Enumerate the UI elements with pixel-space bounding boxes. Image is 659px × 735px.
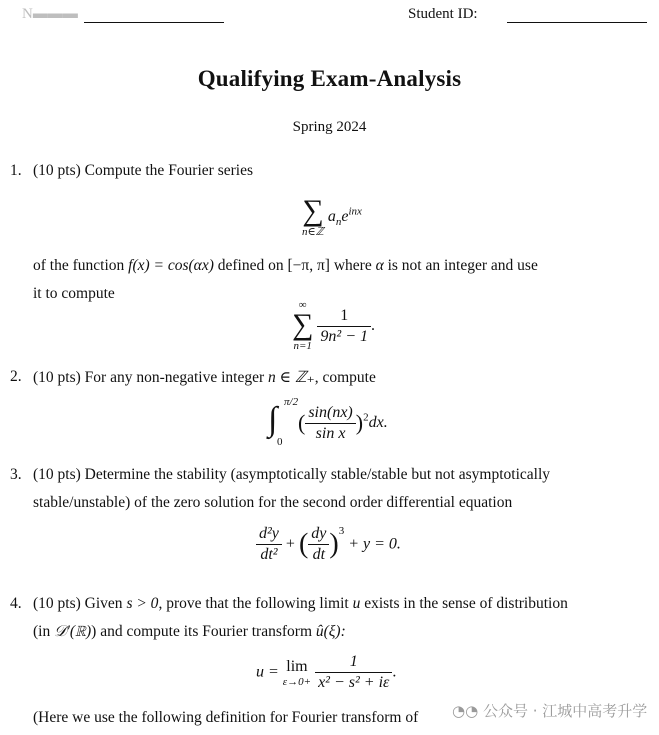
page-subtitle: Spring 2024 (292, 119, 367, 135)
problem-3-ode: $\frac{\text{d²y}}{\text{dt²}}$ + ( $\frac{dy}{dt}$ )$^3$ + y = 0. (256, 524, 401, 565)
problem-3-line-1: (10 pts) Determine the stability (asymptotically stable/stable but not asymptotically (33, 466, 550, 483)
problem-1-line-3: it to compute (33, 285, 115, 302)
problem-2-number: 2. (10, 368, 22, 385)
problem-4-line-2: (in 𝒟′(ℝ)) and compute its Fourier transform û(ξ): (33, 623, 346, 640)
page-title: Qualifying Exam-Analysis (197, 66, 462, 91)
student-id-label: Student ID: (408, 6, 478, 22)
problem-4-line-3: (Here we use the following definition for Fourier transform of (33, 709, 419, 726)
problem-2-line-1: (10 pts) For any non-negative integer n ∈ ℤ₊, compute (33, 369, 376, 386)
problem-1-line-2: of the function f(x) = cos(αx) defined on [−π, π] where α is not an integer and use (33, 257, 538, 274)
problem-4-line-1: (10 pts) Given s > 0, prove that the following limit u exists in the sense of distribution (33, 595, 568, 612)
problem-3-line-2: stable/unstable) of the zero solution for the second order differential equation (33, 494, 513, 511)
problem-4-limit: u = lim ε→0+ $\frac{1}{\text{x² − s² + iε}}$ . (256, 653, 397, 691)
problem-3-number: 3. (10, 466, 22, 483)
wechat-icon: ◔◔ (452, 702, 479, 720)
name-blank-line (84, 6, 224, 23)
problem-1-number: 1. (10, 162, 22, 179)
problem-1-series-sum: ∞ ∑ n=1 $\frac{1}{\text{9n² − 1}}$ . (292, 299, 375, 352)
student-id-blank-line (507, 6, 647, 23)
problem-2-integral: ∫ π/2 0 ( $\frac{\sin(nx)}{\text{sin x}}$ )$^2$dx. (268, 396, 388, 448)
problem-1-line-1: (10 pts) Compute the Fourier series (33, 162, 253, 179)
problem-1-fourier-series: ∑ n∈ℤ $a_ne^{inx}$ (302, 194, 362, 238)
problem-4-number: 4. (10, 595, 22, 612)
name-label: N▬▬▬ (22, 6, 78, 22)
watermark: ◔◔ 公众号 · 江城中高考升学 (452, 702, 648, 720)
